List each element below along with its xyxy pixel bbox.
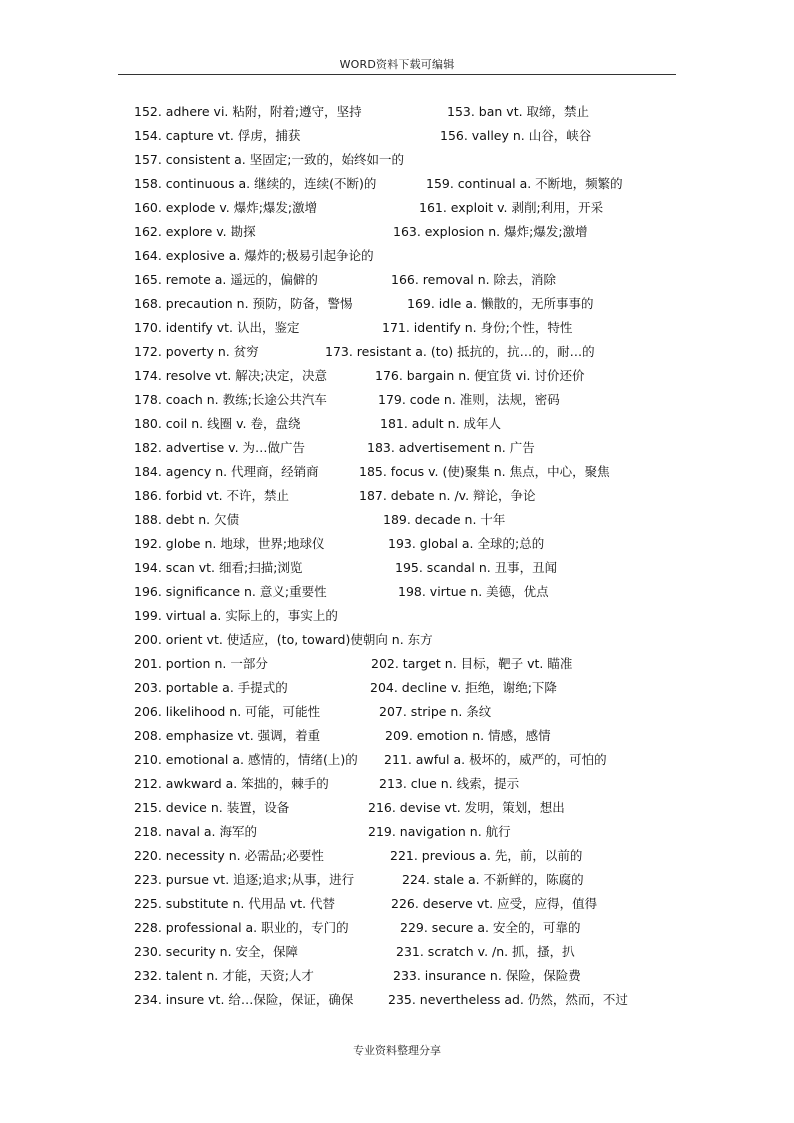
vocab-entry: 183. advertisement n. 广告 bbox=[367, 440, 535, 455]
vocab-entry: 188. debt n. 欠债 bbox=[134, 512, 240, 527]
vocab-entry: 160. explode v. 爆炸;爆发;激增 bbox=[134, 200, 318, 215]
vocab-entry: 169. idle a. 懒散的，无所事事的 bbox=[407, 296, 594, 311]
table-row bbox=[134, 244, 694, 268]
vocab-entry: 202. target n. 目标，靶子 vt. 瞄准 bbox=[371, 656, 573, 671]
table-row bbox=[134, 724, 694, 748]
vocab-entry: 198. virtue n. 美德，优点 bbox=[398, 584, 549, 599]
vocab-entry: 176. bargain n. 便宜货 vi. 讨价还价 bbox=[375, 368, 585, 383]
table-row bbox=[134, 964, 694, 988]
vocab-entry: 193. global a. 全球的;总的 bbox=[388, 536, 545, 551]
table-row bbox=[134, 124, 694, 148]
vocab-entry: 189. decade n. 十年 bbox=[383, 512, 506, 527]
vocab-entry: 206. likelihood n. 可能，可能性 bbox=[134, 704, 321, 719]
table-row bbox=[134, 604, 694, 628]
vocab-entry: 173. resistant a. (to) 抵抗的，抗…的，耐…的 bbox=[325, 344, 595, 359]
vocab-entry: 192. globe n. 地球，世界;地球仪 bbox=[134, 536, 325, 551]
vocab-entry: 234. insure vt. 给…保险，保证，确保 bbox=[134, 992, 354, 1007]
table-row bbox=[134, 148, 694, 172]
vocabulary-list bbox=[134, 100, 694, 1012]
vocab-entry: 213. clue n. 线索，提示 bbox=[379, 776, 520, 791]
vocab-entry: 171. identify n. 身份;个性，特性 bbox=[382, 320, 573, 335]
vocab-entry: 164. explosive a. 爆炸的;极易引起争论的 bbox=[134, 248, 374, 263]
vocab-entry: 170. identify vt. 认出，鉴定 bbox=[134, 320, 300, 335]
table-row bbox=[134, 652, 694, 676]
table-row bbox=[134, 892, 694, 916]
vocab-entry: 231. scratch v. /n. 抓，搔，扒 bbox=[396, 944, 575, 959]
page-header: WORD资料下载可编辑 bbox=[339, 58, 455, 71]
vocab-entry: 221. previous a. 先，前，以前的 bbox=[390, 848, 583, 863]
vocab-entry: 187. debate n. /v. 辩论，争论 bbox=[359, 488, 536, 503]
vocab-entry: 185. focus v. (使)聚集 n. 焦点，中心，聚焦 bbox=[359, 464, 610, 479]
vocab-entry: 161. exploit v. 剥削;利用，开采 bbox=[419, 200, 604, 215]
vocab-entry: 226. deserve vt. 应受，应得，值得 bbox=[391, 896, 598, 911]
vocab-entry: 195. scandal n. 丑事，丑闻 bbox=[395, 560, 558, 575]
vocab-entry: 230. security n. 安全，保障 bbox=[134, 944, 299, 959]
vocab-entry: 181. adult n. 成年人 bbox=[380, 416, 502, 431]
table-row bbox=[134, 172, 694, 196]
table-row bbox=[134, 436, 694, 460]
vocab-entry: 194. scan vt. 细看;扫描;浏览 bbox=[134, 560, 303, 575]
vocab-entry: 210. emotional a. 感情的，情绪(上)的 bbox=[134, 752, 358, 767]
table-row bbox=[134, 748, 694, 772]
vocab-entry: 224. stale a. 不新鲜的，陈腐的 bbox=[402, 872, 584, 887]
vocab-entry: 211. awful a. 极坏的，威严的，可怕的 bbox=[384, 752, 607, 767]
table-row bbox=[134, 676, 694, 700]
vocab-entry: 165. remote a. 遥远的，偏僻的 bbox=[134, 272, 318, 287]
vocab-entry: 166. removal n. 除去，消除 bbox=[391, 272, 557, 287]
table-row bbox=[134, 868, 694, 892]
table-row bbox=[134, 412, 694, 436]
table-row bbox=[134, 484, 694, 508]
vocab-entry: 200. orient vt. 使适应，(to, toward)使朝向 n. 东方 bbox=[134, 632, 433, 647]
vocab-entry: 233. insurance n. 保险，保险费 bbox=[393, 968, 581, 983]
vocab-entry: 203. portable a. 手提式的 bbox=[134, 680, 288, 695]
table-row bbox=[134, 364, 694, 388]
vocab-entry: 168. precaution n. 预防，防备，警惕 bbox=[134, 296, 353, 311]
vocab-entry: 218. naval a. 海军的 bbox=[134, 824, 257, 839]
vocab-entry: 182. advertise v. 为…做广告 bbox=[134, 440, 306, 455]
vocab-entry: 163. explosion n. 爆炸;爆发;激增 bbox=[393, 224, 588, 239]
vocab-entry: 215. device n. 装置，设备 bbox=[134, 800, 290, 815]
vocab-entry: 162. explore v. 勘探 bbox=[134, 224, 256, 239]
table-row bbox=[134, 796, 694, 820]
page-footer: 专业资料整理分享 bbox=[353, 1044, 441, 1057]
vocab-entry: 232. talent n. 才能，天资;人才 bbox=[134, 968, 314, 983]
vocab-entry: 158. continuous a. 继续的，连续(不断)的 bbox=[134, 176, 377, 191]
vocab-entry: 228. professional a. 职业的，专门的 bbox=[134, 920, 349, 935]
vocab-entry: 220. necessity n. 必需品;必要性 bbox=[134, 848, 324, 863]
table-row bbox=[134, 100, 694, 124]
vocab-entry: 204. decline v. 拒绝，谢绝;下降 bbox=[370, 680, 557, 695]
table-row bbox=[134, 268, 694, 292]
vocab-entry: 159. continual a. 不断地，频繁的 bbox=[426, 176, 623, 191]
table-row bbox=[134, 940, 694, 964]
vocab-entry: 219. navigation n. 航行 bbox=[368, 824, 511, 839]
table-row bbox=[134, 580, 694, 604]
table-row bbox=[134, 844, 694, 868]
vocab-entry: 199. virtual a. 实际上的，事实上的 bbox=[134, 608, 338, 623]
table-row bbox=[134, 772, 694, 796]
vocab-entry: 179. code n. 准则，法规，密码 bbox=[378, 392, 560, 407]
vocab-entry: 153. ban vt. 取缔，禁止 bbox=[447, 104, 590, 119]
table-row bbox=[134, 820, 694, 844]
table-row bbox=[134, 988, 694, 1012]
vocab-entry: 201. portion n. 一部分 bbox=[134, 656, 268, 671]
table-row bbox=[134, 628, 694, 652]
table-row bbox=[134, 220, 694, 244]
vocab-entry: 180. coil n. 线圈 v. 卷，盘绕 bbox=[134, 416, 301, 431]
vocab-entry: 209. emotion n. 情感，感情 bbox=[385, 728, 551, 743]
table-row bbox=[134, 292, 694, 316]
header-rule bbox=[118, 74, 676, 75]
vocab-entry: 184. agency n. 代理商，经销商 bbox=[134, 464, 319, 479]
table-row bbox=[134, 700, 694, 724]
vocab-entry: 223. pursue vt. 追逐;追求;从事，进行 bbox=[134, 872, 355, 887]
table-row bbox=[134, 340, 694, 364]
vocab-entry: 229. secure a. 安全的，可靠的 bbox=[400, 920, 581, 935]
vocab-entry: 174. resolve vt. 解决;决定，决意 bbox=[134, 368, 328, 383]
vocab-entry: 196. significance n. 意义;重要性 bbox=[134, 584, 327, 599]
vocab-entry: 235. nevertheless ad. 仍然，然而，不过 bbox=[388, 992, 628, 1007]
vocab-entry: 212. awkward a. 笨拙的，棘手的 bbox=[134, 776, 329, 791]
vocab-entry: 216. devise vt. 发明，策划，想出 bbox=[368, 800, 565, 815]
vocab-entry: 225. substitute n. 代用品 vt. 代替 bbox=[134, 896, 336, 911]
table-row bbox=[134, 916, 694, 940]
vocab-entry: 186. forbid vt. 不许，禁止 bbox=[134, 488, 290, 503]
table-row bbox=[134, 508, 694, 532]
table-row bbox=[134, 316, 694, 340]
table-row bbox=[134, 388, 694, 412]
vocab-entry: 152. adhere vi. 粘附，附着;遵守，坚持 bbox=[134, 104, 362, 119]
table-row bbox=[134, 196, 694, 220]
table-row bbox=[134, 556, 694, 580]
table-row bbox=[134, 532, 694, 556]
vocab-entry: 156. valley n. 山谷，峡谷 bbox=[440, 128, 592, 143]
vocab-entry: 207. stripe n. 条纹 bbox=[379, 704, 492, 719]
vocab-entry: 208. emphasize vt. 强调，着重 bbox=[134, 728, 321, 743]
vocab-entry: 157. consistent a. 坚固定;一致的，始终如一的 bbox=[134, 152, 404, 167]
vocab-entry: 178. coach n. 教练;长途公共汽车 bbox=[134, 392, 327, 407]
vocab-entry: 172. poverty n. 贫穷 bbox=[134, 344, 259, 359]
table-row bbox=[134, 460, 694, 484]
vocab-entry: 154. capture vt. 俘虏，捕获 bbox=[134, 128, 301, 143]
